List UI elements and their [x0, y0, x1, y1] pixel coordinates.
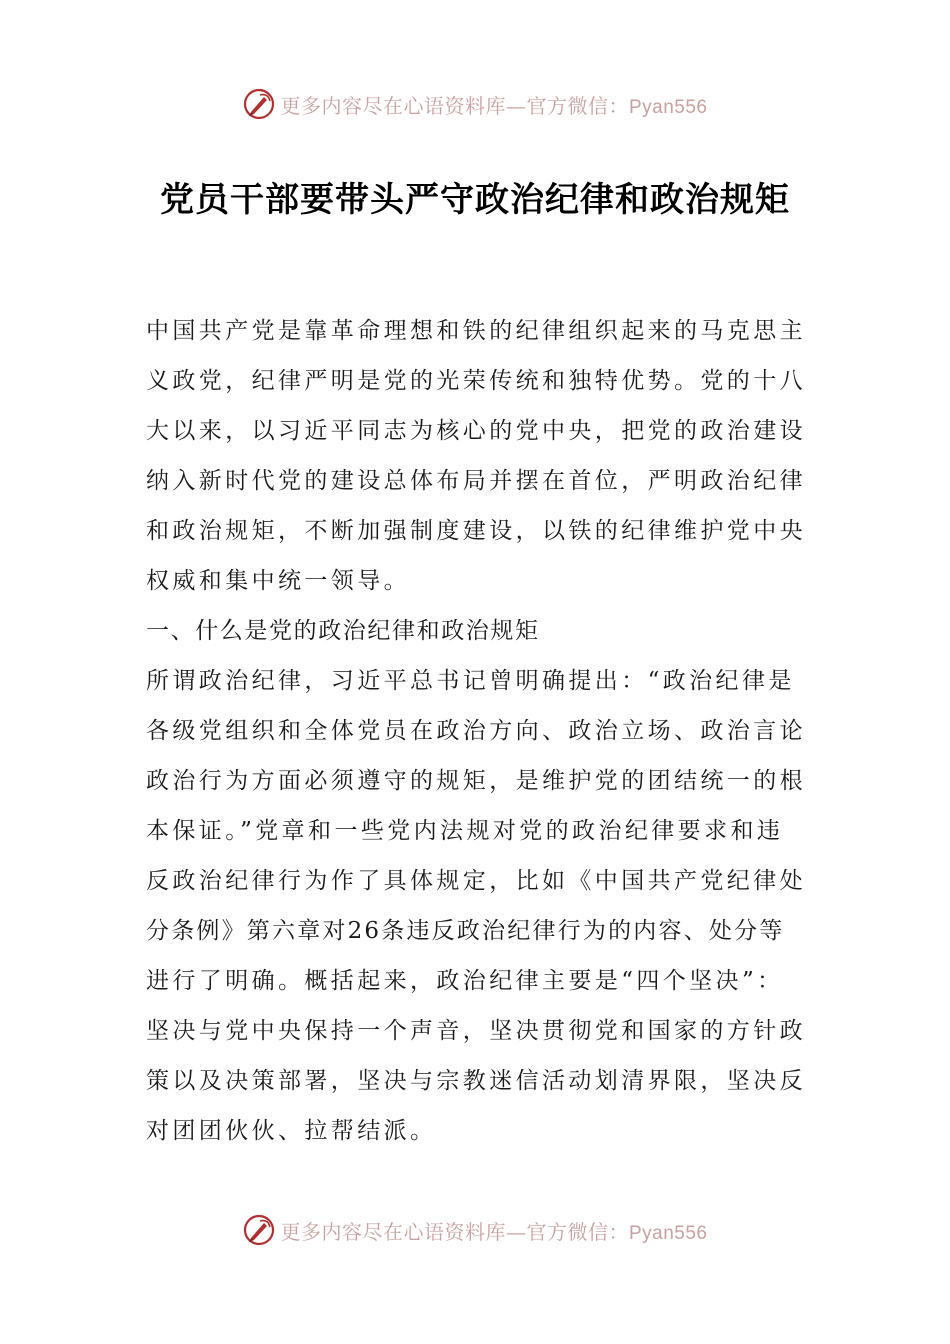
paragraph-line: 和政治规矩，不断加强制度建设，以铁的纪律维护党中央: [146, 518, 806, 544]
paragraph-line: 大以来，以习近平同志为核心的党中央，把党的政治建设: [146, 418, 806, 444]
watermark-text: 更多内容尽在心语资料库—官方微信：Pyan556: [280, 1219, 708, 1244]
paragraph-line: 进行了明确。概括起来，政治纪律主要是“四个坚决”：: [146, 968, 784, 994]
paragraph-line: 义政党，纪律严明是党的光荣传统和独特优势。党的十八: [146, 368, 806, 394]
watermark-banner-bottom: [0, 1210, 950, 1250]
paragraph-line: 所谓政治纪律，习近平总书记曾明确提出：“政治纪律是: [146, 668, 795, 694]
page-title: 党员干部要带头严守政治纪律和政治规矩: [160, 180, 790, 220]
paragraph-line: 分条例》第六章对26条违反政治纪律行为的内容、处分等: [146, 918, 785, 944]
document-body: [146, 306, 806, 1156]
paragraph-line: 坚决与党中央保持一个声音，坚决贯彻党和国家的方针政: [146, 1018, 806, 1044]
wechat-id: Pyan556: [628, 96, 708, 118]
paragraph-line: 反政治纪律行为作了具体规定，比如《中国共产党纪律处: [146, 868, 806, 894]
paragraph-line: 策以及决策部署，坚决与宗教迷信活动划清界限，坚决反: [146, 1068, 806, 1094]
paragraph-line: 政治行为方面必须遵守的规矩，是维护党的团结统一的根: [146, 768, 806, 794]
section-heading: 一、什么是党的政治纪律和政治规矩: [146, 618, 540, 644]
wechat-id: Pyan556: [628, 1222, 708, 1244]
paragraph-line: 对团团伙伙、拉帮结派。: [146, 1118, 437, 1144]
paragraph-line: 中国共产党是靠革命理想和铁的纪律组织起来的马克思主: [146, 318, 806, 344]
paragraph-line: 本保证。”党章和一些党内法规对党的政治纪律要求和违: [146, 818, 784, 844]
pen-logo-icon: [242, 87, 276, 121]
paragraph-line: 各级党组织和全体党员在政治方向、政治立场、政治言论: [146, 718, 806, 744]
pen-logo-icon: [242, 1213, 276, 1247]
paragraph-line: 纳入新时代党的建设总体布局并摆在首位，严明政治纪律: [146, 468, 806, 494]
watermark-text: 更多内容尽在心语资料库—官方微信：Pyan556: [280, 93, 708, 118]
paragraph-line: 权威和集中统一领导。: [146, 568, 410, 594]
watermark-banner-top: [0, 84, 950, 124]
